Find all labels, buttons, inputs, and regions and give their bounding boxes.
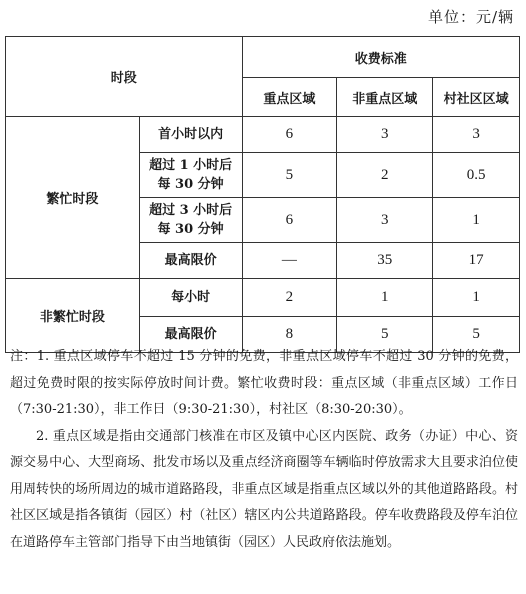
table-row (6, 279, 520, 317)
parking-fee-table (5, 36, 520, 353)
fee-cell: 5 (242, 153, 337, 198)
fee-cell: 0.5 (433, 153, 520, 198)
fee-cell: 1 (337, 279, 433, 317)
table-header-row (6, 37, 520, 78)
row-label: 超过 1 小时后 每 30 分钟 (139, 153, 242, 198)
fee-cell: 35 (337, 243, 433, 279)
fee-cell: 5 (337, 317, 433, 353)
busy-period-label: 繁忙时段 (6, 117, 140, 279)
fee-cell: 3 (337, 117, 433, 153)
row-label: 最高限价 (139, 243, 242, 279)
table-row (6, 117, 520, 153)
zone-header-nonkey: 非重点区域 (337, 78, 433, 117)
unit-label: 单位：元/辆 (427, 8, 514, 26)
row-label: 每小时 (139, 279, 242, 317)
fee-cell: 1 (433, 198, 520, 243)
fee-cell: 2 (337, 153, 433, 198)
row-label: 超过 3 小时后 每 30 分钟 (139, 198, 242, 243)
row-label: 首小时以内 (139, 117, 242, 153)
fee-cell: 6 (242, 198, 337, 243)
fee-cell: 3 (337, 198, 433, 243)
fee-cell: 1 (433, 279, 520, 317)
footnote-1: 注：1. 重点区域停车不超过 15 分钟的免费，非重点区域停车不超过 30 分钟的免费，超过免费时限的按实际停放时间计费。繁忙收费时段：重点区域（非重点区域）工作日（7:30-21:30），非工作日（9:30-21:30），村社区（8:30-20:30）。 (10, 349, 518, 417)
zone-header-village: 村社区区域 (433, 78, 520, 117)
fee-cell: 6 (242, 117, 337, 153)
nonbusy-period-label: 非繁忙时段 (6, 279, 140, 353)
fee-cell: 8 (242, 317, 337, 353)
fee-cell: — (242, 243, 337, 279)
fee-cell: 5 (433, 317, 520, 353)
fee-standard-header: 收费标准 (242, 37, 519, 78)
footnotes (10, 344, 518, 556)
fee-cell: 2 (242, 279, 337, 317)
fee-cell: 3 (433, 117, 520, 153)
period-header: 时段 (6, 37, 243, 117)
fee-cell: 17 (433, 243, 520, 279)
footnote-2: 2. 重点区域是指由交通部门核准在市区及镇中心区内医院、政务（办证）中心、资源交易中心、大型商场、批发市场以及重点经济商圈等车辆临时停放需求大且要求泊位使用周转快的场所周边的城市道路路段，非重点区域是指重点区域以外的其他道路路段。村社区区域是指各镇街（园区）村（社区）辖区内公共道路路段。停车收费路段及停车泊位在道路停车主管部门指导下由当地镇街（园区）人民政府依法施划。 (10, 428, 518, 550)
row-label: 最高限价 (139, 317, 242, 353)
zone-header-key: 重点区域 (242, 78, 337, 117)
